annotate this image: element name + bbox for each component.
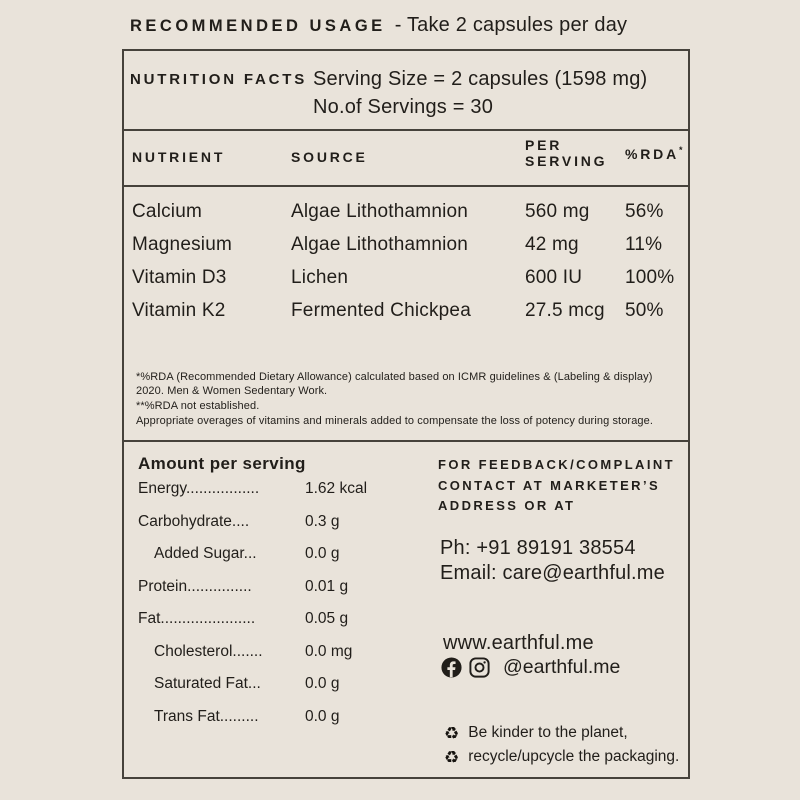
amount-label: Added Sugar...	[154, 545, 257, 563]
nutrient-table-body	[124, 187, 688, 442]
feedback-heading: FOR FEEDBACK/COMPLAINT CONTACT AT MARKETER’S ADDRESS OR AT	[438, 457, 675, 513]
nutrient-name: Calcium	[132, 200, 203, 222]
facebook-icon	[441, 657, 462, 678]
contact-column	[438, 442, 688, 775]
table-row	[124, 261, 688, 294]
amount-per-serving-title: Amount per serving	[138, 454, 306, 473]
eco-message	[444, 721, 679, 769]
amount-label: Saturated Fat...	[154, 675, 261, 693]
amount-value: 0.0 mg	[305, 642, 353, 660]
amount-value: 0.0 g	[305, 675, 340, 693]
footnote-overages: Appropriate overages of vitamins and minerals added to compensate the loss of potency during storage.	[136, 414, 654, 427]
recommended-usage-label: RECOMMENDED USAGE	[130, 17, 386, 35]
amount-label: Protein...............	[138, 577, 252, 595]
footnote-rda-not-established: **%RDA not established.	[136, 399, 260, 412]
amount-value: 0.0 g	[305, 545, 340, 563]
per-serving-value: 27.5 mcg	[525, 299, 605, 321]
social-row	[441, 656, 620, 679]
per-serving-value: 560 mg	[525, 200, 590, 222]
amount-value: 0.05 g	[305, 610, 349, 628]
recycle-icon: ♻	[444, 747, 460, 767]
table-row	[124, 195, 688, 228]
serving-size: Serving Size = 2 capsules (1598 mg)	[313, 68, 648, 90]
nutrient-source: Lichen	[291, 266, 349, 288]
email-address: Email: care@earthful.me	[440, 562, 665, 584]
eco-text-line: recycle/upcycle the packaging.	[468, 748, 680, 765]
nutrient-name: Magnesium	[132, 233, 233, 255]
nutrient-source: Fermented Chickpea	[291, 299, 471, 321]
amount-row	[138, 701, 438, 734]
rda-value: 100%	[625, 266, 675, 288]
nutrient-source: Algae Lithothamnion	[291, 200, 469, 222]
amount-row	[138, 538, 438, 571]
amount-row	[138, 506, 438, 539]
table-row	[124, 294, 688, 327]
amount-label: Carbohydrate....	[138, 512, 250, 530]
amount-label: Trans Fat.........	[154, 707, 259, 725]
eco-text-line: Be kinder to the planet,	[468, 724, 628, 741]
bottom-section	[124, 442, 688, 775]
social-handle: @earthful.me	[503, 656, 621, 678]
column-header-nutrient: NUTRIENT	[132, 149, 226, 165]
amount-row	[138, 603, 438, 636]
rda-value: 50%	[625, 299, 664, 321]
serving-info-section	[124, 51, 688, 131]
amount-label: Energy.................	[138, 480, 260, 498]
serving-info	[313, 65, 647, 121]
nutrition-facts-label: NUTRITION FACTS	[130, 71, 307, 88]
recommended-usage-text: - Take 2 capsules per day	[394, 14, 628, 36]
recommended-usage-heading	[130, 14, 627, 37]
amount-value: 0.01 g	[305, 577, 349, 595]
rda-footnotes	[136, 371, 678, 430]
per-serving-value: 600 IU	[525, 266, 583, 288]
servings-count: No.of Servings = 30	[313, 96, 494, 118]
footnote-rda-basis: *%RDA (Recommended Dietary Allowance) calculated based on ICMR guidelines & (Labeling & display) 2020. Men & Women Sedentary Work.	[136, 371, 653, 397]
amount-label: Cholesterol.......	[154, 642, 263, 660]
amount-value: 1.62 kcal	[305, 480, 368, 498]
column-header-per-serving: PER SERVING	[525, 137, 608, 169]
column-header-source: SOURCE	[291, 149, 368, 165]
amount-label: Fat......................	[138, 610, 256, 628]
nutrition-label-box	[122, 49, 690, 779]
table-header-row	[124, 131, 688, 187]
amount-per-serving-list	[138, 473, 438, 733]
recycle-icon: ♻	[444, 723, 460, 743]
rda-value: 11%	[625, 233, 663, 255]
per-serving-value: 42 mg	[525, 233, 579, 255]
nutrient-name: Vitamin D3	[132, 266, 227, 288]
amount-value: 0.3 g	[305, 512, 340, 530]
table-row	[124, 228, 688, 261]
amount-row	[138, 571, 438, 604]
amount-row	[138, 636, 438, 669]
contact-details	[440, 536, 665, 586]
column-header-rda: %RDA*	[625, 145, 683, 162]
website-url: www.earthful.me	[443, 632, 594, 654]
rda-footnote-marker: *	[678, 145, 683, 155]
amount-row	[138, 668, 438, 701]
rda-value: 56%	[625, 200, 664, 222]
instagram-icon	[469, 657, 490, 678]
nutrient-name: Vitamin K2	[132, 299, 226, 321]
phone-number: Ph: +91 89191 38554	[440, 537, 636, 559]
nutrient-source: Algae Lithothamnion	[291, 233, 469, 255]
amount-value: 0.0 g	[305, 707, 340, 725]
amount-row	[138, 473, 438, 506]
